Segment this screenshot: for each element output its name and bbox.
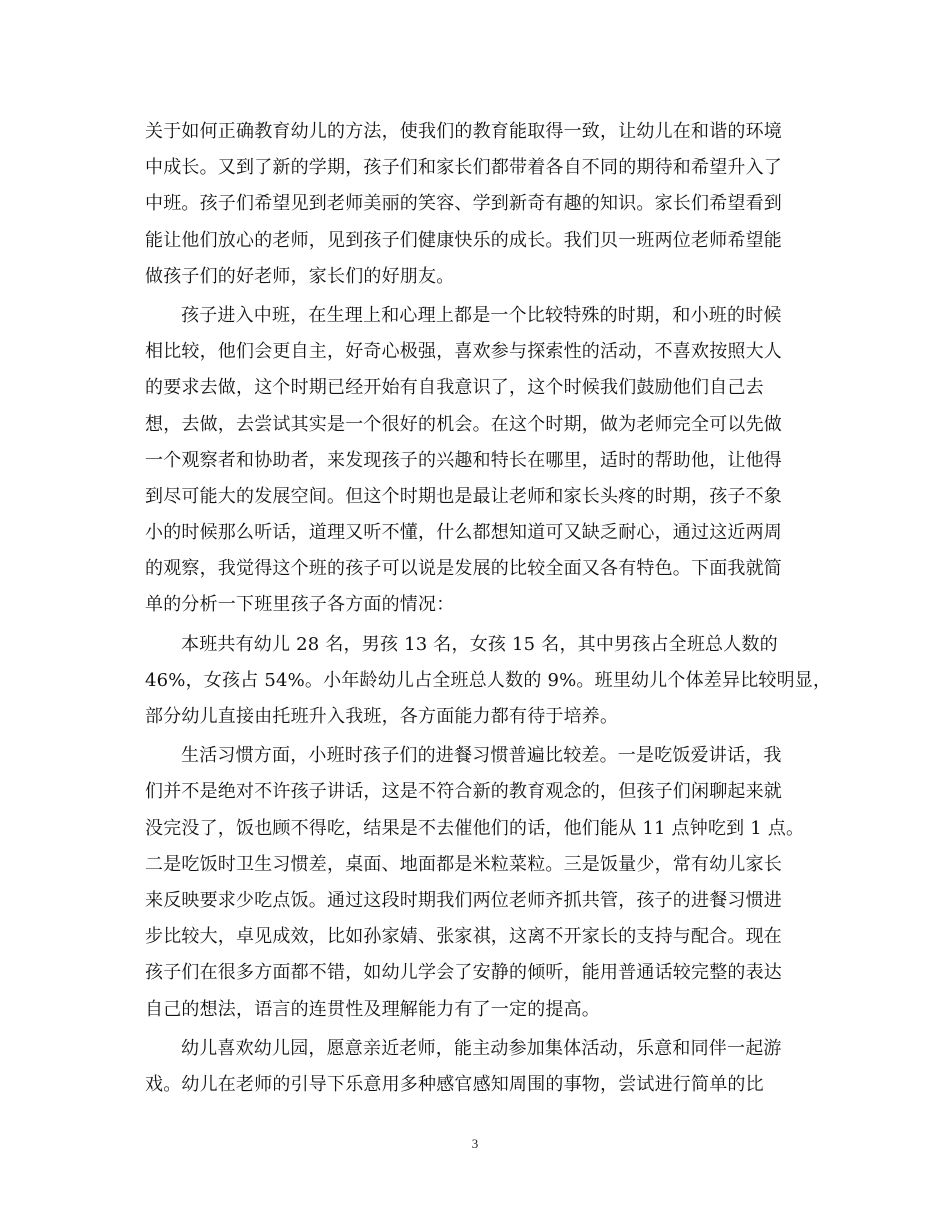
text-line: 单的分析一下班里孩子各方面的情况： [145,594,455,616]
text-line: 部分幼儿直接由托班升入我班，各方面能力都有待于培养。 [145,706,619,727]
text-line: 生活习惯方面，小班时孩子们的进餐习惯普遍比较差。一是吃饭爱讲话，我 [181,745,782,767]
text-line: 们并不是绝对不许孩子讲话，这是不符合新的教育观念的，但孩子们闲聊起来就 [145,781,782,803]
paragraph-3 [145,627,832,736]
paragraph-5 [145,1031,805,1103]
text-line: 中班。孩子们希望见到老师美丽的笑容、学到新奇有趣的知识。家长们希望看到 [145,193,782,215]
text-line: 来反映要求少吃点饭。通过这段时期我们两位老师齐抓共管，孩子的进餐习惯进 [145,889,782,911]
text-line: 步比较大，卓见成效，比如孙家婧、张家祺，这离不开家长的支持与配合。现在 [145,926,782,948]
text-line: 幼儿喜欢幼儿园，愿意亲近老师，能主动参加集体活动，乐意和同伴一起游 [181,1037,782,1059]
text-line: 能让他们放心的老师，见到孩子们健康快乐的成长。我们贝一班两位老师希望能 [145,229,782,251]
text-line: 一个观察者和协助者，来发现孩子的兴趣和特长在哪里，适时的帮助他，让他得 [145,449,782,471]
text-line: 46%，女孩占 54%。小年龄幼儿占全班总人数的 9%。班里幼儿个体差异比较明显， [145,669,832,691]
text-line: 中成长。又到了新的学期，孩子们和家长们都带着各自不同的期待和希望升入了 [145,157,782,179]
text-line: 戏。幼儿在老师的引导下乐意用多种感官感知周围的事物，尝试进行简单的比 [145,1073,764,1095]
text-line: 自己的想法，语言的连贯性及理解能力有了一定的提高。 [145,998,600,1020]
text-line: 孩子们在很多方面都不错，如幼儿学会了安静的倾听，能用普通话较完整的表达 [145,962,782,984]
text-line: 想，去做，去尝试其实是一个很好的机会。在这个时期，做为老师完全可以先做 [145,413,782,435]
text-line: 孩子进入中班，在生理上和心理上都是一个比较特殊的时期，和小班的时候 [181,304,782,326]
text-line: 没完没了，饭也顾不得吃，结果是不去催他们的话，他们能从 11 点钟吃到 1 点。 [145,817,805,839]
text-line: 做孩子们的好老师，家长们的好朋友。 [145,265,455,287]
page-number: 3 [471,1136,479,1151]
paragraph-2 [145,298,805,624]
text-line: 二是吃饭时卫生习惯差，桌面、地面都是米粒菜粒。三是饭量少，常有幼儿家长 [145,853,782,875]
text-line: 小的时候那么听话，道理又听不懂，什么都想知道可又缺乏耐心，通过这近两周 [145,522,782,544]
text-line: 本班共有幼儿 28 名，男孩 13 名，女孩 15 名，其中男孩占全班总人数的 [181,633,778,655]
paragraph-1 [145,114,805,295]
text-line: 关于如何正确教育幼儿的方法，使我们的教育能取得一致，让幼儿在和谐的环境 [145,121,782,142]
body-text [145,114,832,1103]
paragraph-4 [145,738,805,1028]
text-line: 相比较，他们会更自主，好奇心极强，喜欢参与探索性的活动，不喜欢按照大人 [145,341,782,363]
text-line: 的要求去做，这个时期已经开始有自我意识了，这个时候我们鼓励他们自己去 [145,377,764,399]
text-line: 到尽可能大的发展空间。但这个时期也是最让老师和家长头疼的时期，孩子不象 [145,485,782,507]
text-line: 的观察，我觉得这个班的孩子可以说是发展的比较全面又各有特色。下面我就简 [145,558,782,580]
